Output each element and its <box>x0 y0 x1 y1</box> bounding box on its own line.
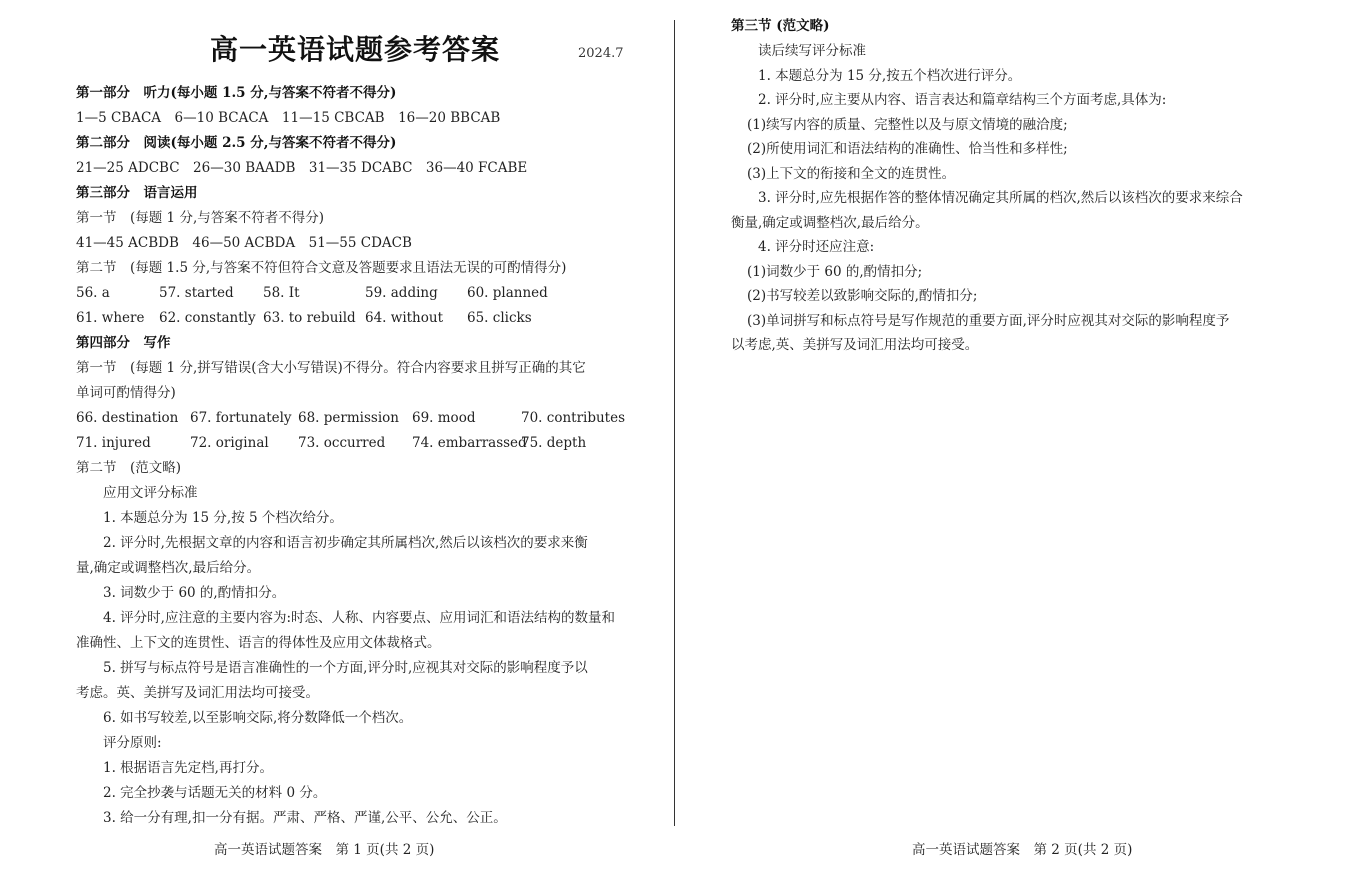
criteria-subitem: (2)所使用词汇和语法结构的准确性、恰当性和多样性; <box>747 141 1068 157</box>
answer-item: 71. injured <box>76 435 151 451</box>
section-1-heading: 第一节 (每题 1 分,与答案不符者不得分) <box>76 210 324 226</box>
criteria-subitem: (1)续写内容的质量、完整性以及与原文情境的融洽度; <box>747 117 1068 133</box>
answer-item: 58. It <box>263 285 300 301</box>
criteria-item: 3. 词数少于 60 的,酌情扣分。 <box>103 585 286 601</box>
section-2-heading: 第二节 (每题 1.5 分,与答案不符但符合文意及答题要求且语法无误的可酌情得分) <box>76 260 567 276</box>
answer-item: 73. occurred <box>298 435 386 451</box>
answer-item: 56. a <box>76 285 110 301</box>
listening-answers: 1—5 CBACA 6—10 BCACA 11—15 CBCAB 16—20 BBCAB <box>76 110 501 126</box>
criteria-subitem: (1)词数少于 60 的,酌情扣分; <box>747 264 923 280</box>
answer-item: 66. destination <box>76 410 179 426</box>
criteria-item-cont: 考虑。英、美拼写及词汇用法均可接受。 <box>76 685 319 701</box>
answer-item: 64. without <box>365 310 444 326</box>
column-divider <box>674 20 675 826</box>
criteria-item: 2. 评分时,先根据文章的内容和语言初步确定其所属档次,然后以该档次的要求来衡 <box>103 535 588 551</box>
writing-section-1-heading-cont: 单词可酌情得分) <box>76 385 176 401</box>
page-title: 高一英语试题参考答案 <box>210 33 501 66</box>
criteria-item: 1. 本题总分为 15 分,按 5 个档次给分。 <box>103 510 343 526</box>
answer-item: 65. clicks <box>467 310 532 326</box>
writing-section-2-heading: 第二节 (范文略) <box>76 460 182 476</box>
criteria-subitem-cont: 以考虑,英、美拼写及词汇用法均可接受。 <box>731 337 979 353</box>
section-reading: 第二部分 阅读(每小题 2.5 分,与答案不符者不得分) <box>76 135 397 151</box>
answer-item: 75. depth <box>521 435 587 451</box>
criteria-item-cont: 衡量,确定或调整档次,最后给分。 <box>731 215 929 231</box>
page-1-footer: 高一英语试题答案 第 1 页(共 2 页) <box>214 842 435 858</box>
section-3-heading: 第三节 (范文略) <box>731 18 830 34</box>
answer-item: 72. original <box>190 435 269 451</box>
criteria-item: 6. 如书写较差,以至影响交际,将分数降低一个档次。 <box>103 710 413 726</box>
section-listening: 第一部分 听力(每小题 1.5 分,与答案不符者不得分) <box>76 85 397 101</box>
criteria-item: 5. 拼写与标点符号是语言准确性的一个方面,评分时,应视其对交际的影响程度予以 <box>103 660 588 676</box>
criteria-item-cont: 准确性、上下文的连贯性、语言的得体性及应用文体裁格式。 <box>76 635 441 651</box>
criteria-item: 4. 评分时还应注意: <box>758 239 875 255</box>
reading-answers: 21—25 ADCBC 26—30 BAADB 31—35 DCABC 36—40 FCABE <box>76 160 528 176</box>
criteria-item-cont: 量,确定或调整档次,最后给分。 <box>76 560 261 576</box>
criteria-subitem: (3)单词拼写和标点符号是写作规范的重要方面,评分时应视其对交际的影响程度予 <box>747 313 1230 329</box>
answer-item: 60. planned <box>467 285 548 301</box>
criteria-item: 2. 评分时,应主要从内容、语言表达和篇章结构三个方面考虑,具体为: <box>758 92 1167 108</box>
cloze-answers: 41—45 ACBDB 46—50 ACBDA 51—55 CDACB <box>76 235 412 251</box>
exam-date: 2024.7 <box>578 46 624 61</box>
answer-item: 59. adding <box>365 285 438 301</box>
practical-writing-criteria: 应用文评分标准 <box>103 485 198 501</box>
answer-item: 70. contributes <box>521 410 626 426</box>
criteria-item: 4. 评分时,应注意的主要内容为:时态、人称、内容要点、应用词汇和语法结构的数量和 <box>103 610 616 626</box>
principle-item: 2. 完全抄袭与话题无关的材料 0 分。 <box>103 785 327 801</box>
principle-item: 1. 根据语言先定档,再打分。 <box>103 760 273 776</box>
criteria-item: 3. 评分时,应先根据作答的整体情况确定其所属的档次,然后以该档次的要求来综合 <box>758 190 1243 206</box>
answer-item: 68. permission <box>298 410 399 426</box>
answer-item: 62. constantly <box>159 310 256 326</box>
answer-item: 57. started <box>159 285 234 301</box>
criteria-item: 1. 本题总分为 15 分,按五个档次进行评分。 <box>758 68 1022 84</box>
answer-item: 74. embarrassed <box>412 435 527 451</box>
section-writing: 第四部分 写作 <box>76 335 171 351</box>
answer-item: 61. where <box>76 310 145 326</box>
writing-section-1-heading: 第一节 (每题 1 分,拼写错误(含大小写错误)不得分。符合内容要求且拼写正确的其它 <box>76 360 586 376</box>
criteria-subitem: (3)上下文的衔接和全文的连贯性。 <box>747 166 956 182</box>
section-language-use: 第三部分 语言运用 <box>76 185 198 201</box>
answer-item: 69. mood <box>412 410 476 426</box>
answer-item: 63. to rebuild <box>263 310 356 326</box>
scoring-principles-heading: 评分原则: <box>103 735 162 751</box>
page-2-footer: 高一英语试题答案 第 2 页(共 2 页) <box>912 842 1133 858</box>
principle-item: 3. 给一分有理,扣一分有据。严肃、严格、严谨,公平、公允、公正。 <box>103 810 507 826</box>
criteria-subitem: (2)书写较差以致影响交际的,酌情扣分; <box>747 288 978 304</box>
continuation-writing-criteria: 读后续写评分标准 <box>758 43 866 59</box>
answer-item: 67. fortunately <box>190 410 292 426</box>
